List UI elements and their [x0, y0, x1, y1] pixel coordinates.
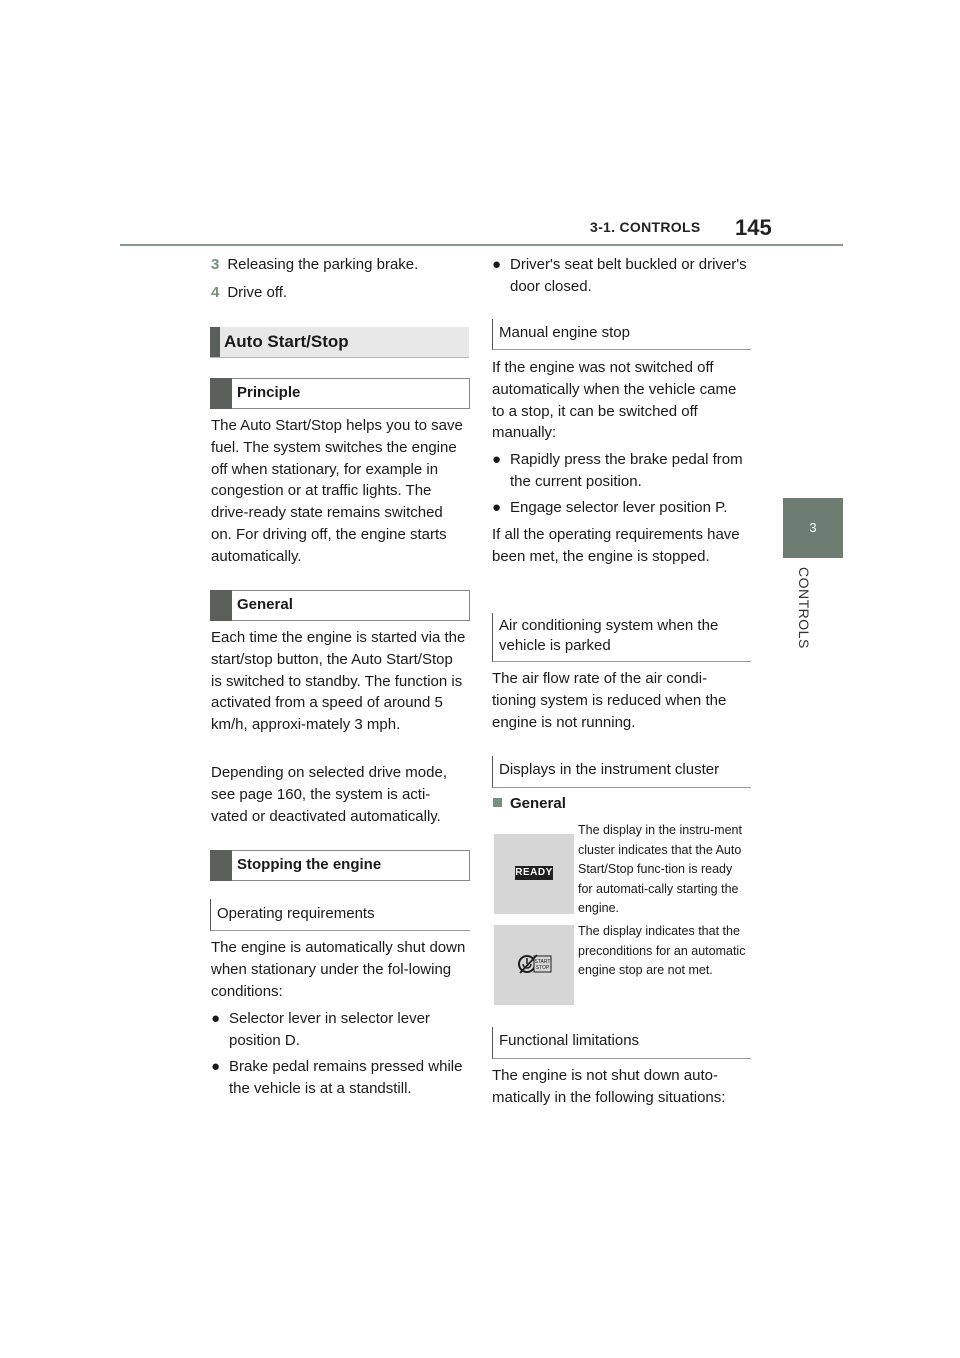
chapter-number: 3 — [809, 520, 817, 535]
heading-functional-limitations: Functional limitations — [492, 1027, 751, 1059]
step-item — [211, 282, 287, 304]
paragraph-general-2: Depending on selected drive mode, see page 160, the system is acti-vated or deactivated automatically. — [211, 764, 447, 825]
paragraph-air-conditioning: The air flow rate of the air condi-tioning system is reduced when the engine is not running. — [492, 670, 727, 731]
paragraph-operating: The engine is automatically shut down when stationary under the fol-lowing conditions: — [211, 939, 466, 1000]
start-stop-crossed-icon — [517, 953, 553, 975]
svg-text:STOP: STOP — [535, 965, 550, 971]
heading-manual-engine-stop: Manual engine stop — [492, 319, 751, 350]
step-text: Releasing the parking brake. — [227, 256, 419, 273]
paragraph-general-1: Each time the engine is started via the start/stop button, the Auto Start/Stop is switched to standby. The function is activated from a speed of around 5 km/h, approxi-mately 3 mph. — [211, 629, 466, 734]
chapter-label: CONTROLS — [796, 567, 812, 649]
subheading-general: General — [510, 795, 566, 812]
paragraph-principle: The Auto Start/Stop helps you to save fuel. The system switches the engine off when stationary, for example in congestion or at traffic lights. The drive-ready state remains switched on. For driving off, the engine starts automatically. — [211, 417, 463, 565]
step-item — [211, 254, 418, 276]
heading-principle: Principle — [210, 378, 470, 409]
paragraph-limitations: The engine is not shut down auto-matically in the following situations: — [492, 1067, 726, 1106]
paragraph-stopped: If all the operating requirements have been met, the engine is stopped. — [492, 526, 740, 565]
step-number: 3 — [211, 256, 220, 273]
caption-ready: The display in the instru-ment cluster indicates that the Auto Start/Stop func-tion is ready for automati-cally starting the engine. — [578, 823, 742, 915]
caption-start-stop: The display indicates that the preconditions for an automatic engine stop are not met. — [578, 924, 746, 977]
step-number: 4 — [211, 284, 220, 301]
heading-operating-requirements: Operating requirements — [210, 899, 470, 931]
ready-indicator: READY — [515, 867, 553, 878]
page-number: 145 — [735, 215, 772, 240]
heading-air-conditioning: Air conditioning system when the vehicle is parked — [492, 613, 751, 662]
square-bullet-icon — [493, 798, 502, 807]
step-text: Drive off. — [227, 284, 288, 301]
heading-general: General — [210, 590, 470, 621]
svg-text:START: START — [534, 959, 551, 965]
paragraph-manual: If the engine was not switched off automatically when the vehicle came to a stop, it can be switched off manually: — [492, 359, 737, 442]
header-divider — [120, 244, 843, 246]
heading-displays: Displays in the instrument cluster — [492, 756, 751, 788]
heading-auto-start-stop: Auto Start/Stop — [210, 327, 469, 358]
section-title: 3-1. CONTROLS — [590, 219, 701, 235]
heading-stopping-engine: Stopping the engine — [210, 850, 470, 881]
